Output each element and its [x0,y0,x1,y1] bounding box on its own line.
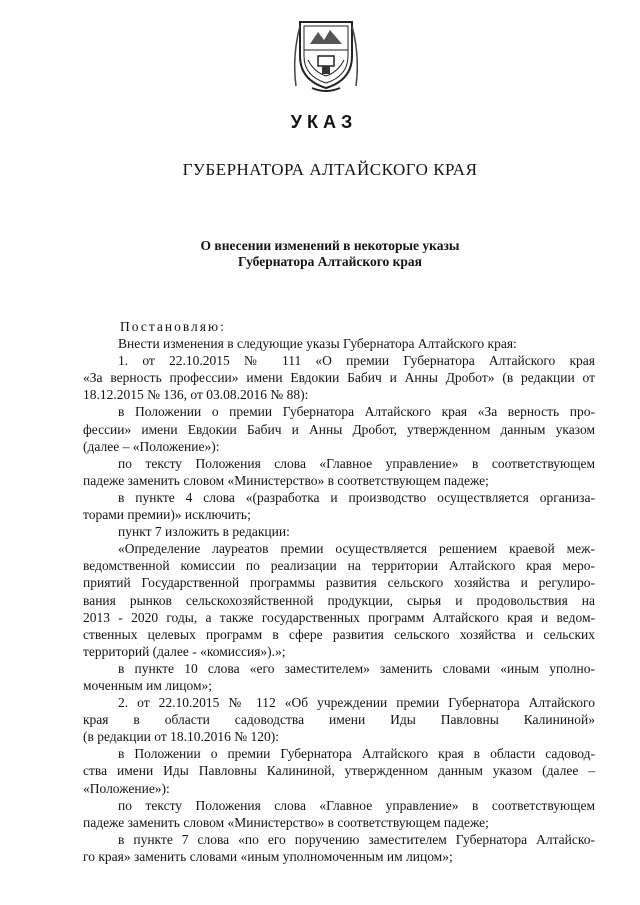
document-heading [10,238,640,270]
body-line: территорий (далее - «комиссия»).»; [83,643,286,659]
document-subtitle: ГУБЕРНАТОРА АЛТАЙСКОГО КРАЯ [182,160,478,179]
body-line: 2013 - 2020 годы, а также государственных программ Алтайского края и ведом- [83,609,595,625]
body-line: пункт 7 изложить в редакции: [118,524,290,540]
body-line: ства имени Иды Павловны Калининой, утвержденном данным указом (далее – [83,763,595,779]
heading-line: Губернатора Алтайского края [238,254,422,269]
body-line: в Положении о премии Губернатора Алтайского края в области садовод- [118,746,595,762]
body-line: 18.12.2015 № 136, от 03.08.2016 № 88): [83,387,309,403]
body-line: по тексту Положения слова «Главное управление» в соответствующем [118,455,595,471]
body-line: по тексту Положения слова «Главное управление» в соответствующем [118,797,595,813]
body-line: в пункте 4 слова «(разработка и производство осуществляется организа- [118,489,595,505]
body-line: в пункте 10 слова «его заместителем» заменить словами «иным уполно- [118,660,595,676]
body-line: «За верность профессии» имени Евдокии Бабич и Анны Дробот» (в редакции от [83,370,595,386]
body-line: «Положение»): [83,780,170,796]
body-line: Постановляю: [120,319,226,334]
body-line: в пункте 7 слова «по его поручению заместителем Губернатора Алтайско- [118,831,595,847]
body-line: приятий Государственной программы развития сельского хозяйства и регулиро- [83,575,595,591]
coat-of-arms-emblem [294,16,358,92]
document-title: УКАЗ [290,112,358,132]
body-line: края в области садоводства имени Иды Павловны Калининой» [83,712,595,728]
body-line: вания рынков сельскохозяйственной продукции, сырья и продовольствия на [83,592,595,608]
body-line: 2. от 22.10.2015 № 112 «Об учреждении премии Губернатора Алтайского [118,695,595,711]
body-line: ственных целевых программ в сфере развития сельского хозяйства и сельских [83,626,595,642]
body-line: (в редакции от 18.10.2016 № 120): [83,729,280,745]
body-line: падеже заменить словом «Министерство» в соответствующем падеже; [83,814,489,830]
body-line: в Положении о премии Губернатора Алтайского края «За верность про- [118,404,595,420]
body-line: Внести изменения в следующие указы Губернатора Алтайского края: [118,336,517,352]
body-line: го края» заменить словами «иным уполномоченным им лицом»; [83,848,453,864]
heading-line: О внесении изменений в некоторые указы [200,238,460,253]
body-line: торами премии)» исключить; [83,507,251,523]
body-line: фессии» имени Евдокии Бабич и Анны Дробот, утвержденном данным указом [83,421,595,437]
document-body [83,318,595,865]
body-line: «Определение лауреатов премии осуществляется решением краевой меж- [118,541,595,557]
body-line: падеже заменить словом «Министерство» в соответствующем падеже; [83,472,489,488]
body-line: (далее – «Положение»): [83,438,220,454]
body-line: 1. от 22.10.2015 № 111 «О премии Губернатора Алтайского края [118,353,595,369]
body-line: моченным им лицом»; [83,677,213,693]
body-line: ведомственной комиссии по реализации на территории Алтайского края меро- [83,558,595,574]
